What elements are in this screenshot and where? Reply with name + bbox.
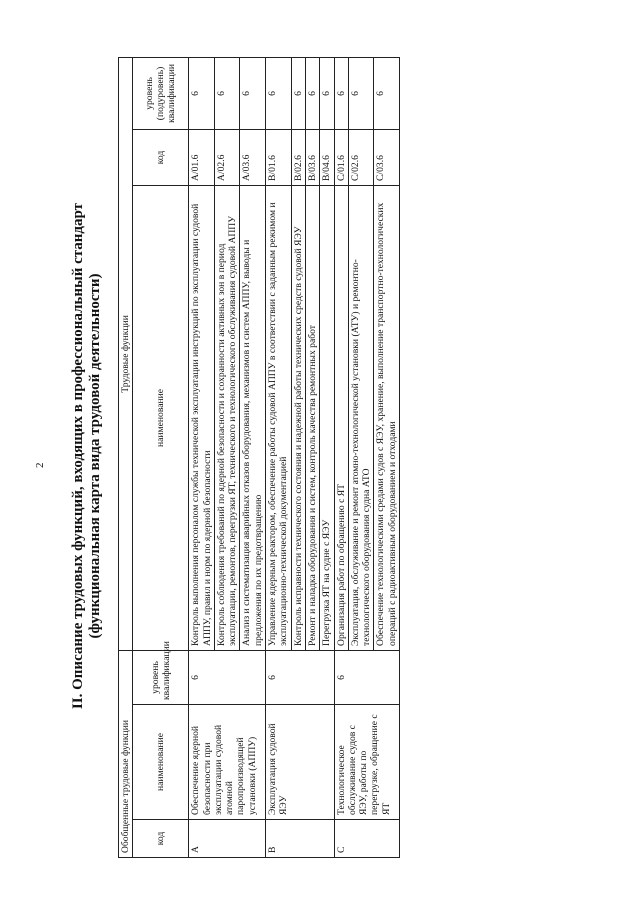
group-name: Обеспечение ядерной безопасности при эксплуатации судовой атомной паропроизводящей установки (АППУ) — [189, 705, 266, 820]
group-code: B — [266, 820, 334, 858]
group-name: Технологическое обслуживание судов с ЯЭУ, работы по перегрузке, обращение с ЯТ — [334, 705, 399, 820]
header-gen-name: наименование — [133, 705, 189, 820]
function-level: 6 — [266, 57, 292, 129]
group-code: A — [189, 820, 266, 858]
header-gen-level: уровень квалификации — [133, 650, 189, 704]
table-row — [266, 57, 292, 857]
section-heading — [70, 46, 104, 866]
group-name: Эксплуатация судовой ЯЭУ — [266, 705, 334, 820]
page-number: 2 — [34, 462, 46, 468]
function-name: Управление ядерным реактором, обеспечение работы судовой АППУ в соответствии с заданным режимом и эксплуатационно-технической документацией — [266, 185, 292, 650]
function-code: B/01.6 — [266, 129, 292, 185]
function-level: 6 — [189, 57, 215, 129]
header-gen-code: код — [133, 820, 189, 858]
function-code: B/03.6 — [305, 129, 319, 185]
function-name: Эксплуатация, обслуживание и ремонт атомно-технологической установки (АТУ) и ремонтно-технологического оборудования судна АТО — [348, 185, 374, 650]
function-code: B/02.6 — [291, 129, 305, 185]
function-code: A/03.6 — [240, 129, 266, 185]
function-code: C/01.6 — [334, 129, 348, 185]
function-name: Контроль соблюдения требований по ядерной безопасности и сохранности активных зон в период эксплуатации, ремонтов, перегрузки ЯТ, технического и технологического обслуживания судовой АППУ — [214, 185, 240, 650]
rotated-page-content — [70, 46, 598, 866]
group-level: 6 — [189, 650, 266, 704]
function-level: 6 — [240, 57, 266, 129]
function-level: 6 — [214, 57, 240, 129]
function-name: Перегрузка ЯТ на судне с ЯЭУ — [320, 185, 334, 650]
group-level: 6 — [266, 650, 334, 704]
function-code: A/01.6 — [189, 129, 215, 185]
table-row — [189, 57, 215, 857]
function-name: Контроль исправности технического состояния и надежной работы технических средств судовой ЯЭУ — [291, 185, 305, 650]
function-level: 6 — [348, 57, 374, 129]
functional-map-table — [118, 57, 400, 858]
heading-line-1: II. Описание трудовых функций, входящих в профессиональный стандарт — [70, 202, 86, 710]
function-code: C/03.6 — [374, 129, 400, 185]
header-labor-functions: Трудовые функции — [119, 57, 133, 650]
function-code: B/04.6 — [320, 129, 334, 185]
function-level: 6 — [291, 57, 305, 129]
function-code: C/02.6 — [348, 129, 374, 185]
function-level: 6 — [334, 57, 348, 129]
function-name: Обеспечение технологическими средами судов с ЯЭУ, хранение, выполнение транспортно-технологических операций с радиоактивным оборудованием и отходами — [374, 185, 400, 650]
function-level: 6 — [320, 57, 334, 129]
group-level: 6 — [334, 650, 399, 704]
header-func-level: уровень (подуровень) квалификации — [133, 57, 189, 129]
header-generalized-functions: Обобщенные трудовые функции — [119, 650, 133, 857]
function-name: Ремонт и наладка оборудования и систем, контроль качества ремонтных работ — [305, 185, 319, 650]
function-name: Организация работ по обращению с ЯТ — [334, 185, 348, 650]
function-level: 6 — [374, 57, 400, 129]
header-func-code: код — [133, 129, 189, 185]
heading-line-2: (функциональная карта вида трудовой деятельности) — [87, 273, 103, 639]
function-name: Анализ и систематизация аварийных отказов оборудования, механизмов и систем АППУ, выводы и предложения по их предотвращению — [240, 185, 266, 650]
header-func-name: наименование — [133, 185, 189, 650]
function-level: 6 — [305, 57, 319, 129]
table-row — [334, 57, 348, 857]
function-name: Контроль выполнения персоналом службы технической эксплуатации инструкций по эксплуатации судовой АППУ, правил и норм по ядерной безопасности — [189, 185, 215, 650]
function-code: A/02.6 — [214, 129, 240, 185]
group-code: C — [334, 820, 399, 858]
